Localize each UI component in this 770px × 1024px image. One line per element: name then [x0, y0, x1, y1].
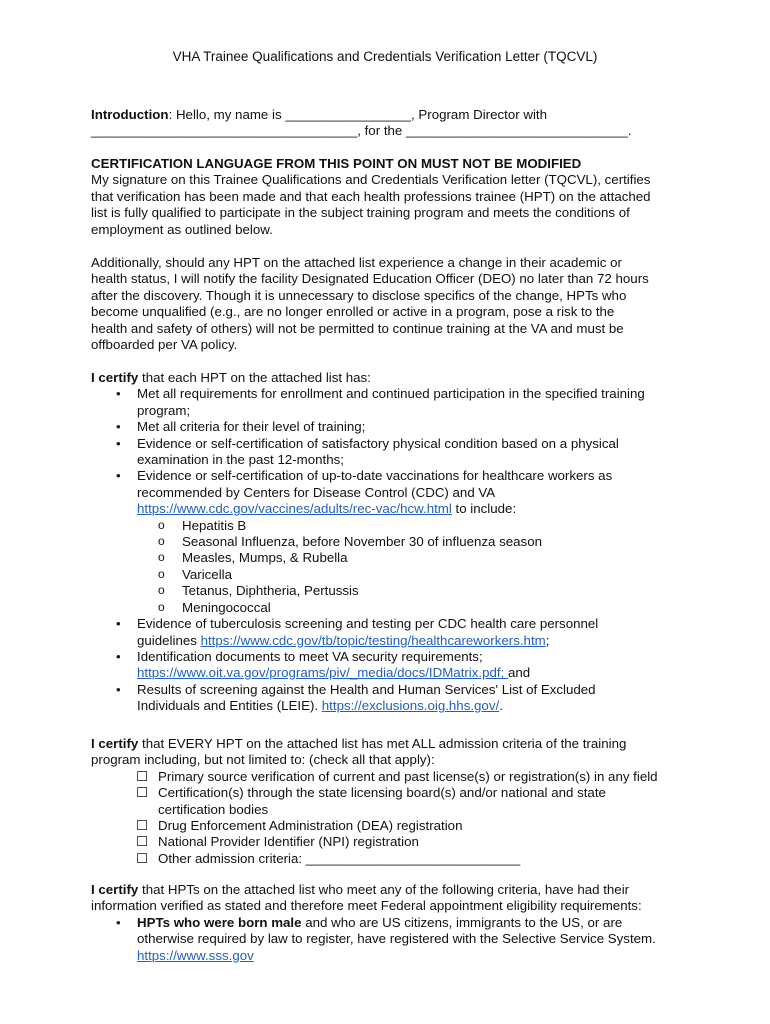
- list-item: • Evidence of tuberculosis screening and testing per CDC health care personnel guidelines https://www.cdc.gov/tb/topic/testing/healthcareworkers.htm;: [91, 616, 686, 649]
- list-item: • Evidence or self-certification of up-to-date vaccinations for healthcare workers as recommended by Centers for Disease Control (CDC) and VA https://www.cdc.gov/vaccines/adults/rec-vac/hcw.html to include:: [91, 468, 686, 517]
- certify-label: I certify: [91, 736, 139, 751]
- introduction-text: : Hello, my name is _________________, Program Director with: [168, 107, 547, 122]
- list-item: • Evidence or self-certification of satisfactory physical condition based on a physical examination in the past 12-months;: [91, 436, 686, 469]
- document-title: VHA Trainee Qualifications and Credentials Verification Letter (TQCVL): [172, 49, 598, 64]
- list-item: o Seasonal Influenza, before November 30 of influenza season: [91, 534, 686, 550]
- certify-admission-section: I certify that EVERY HPT on the attached list has met ALL admission criteria of the training program including, but not limited to: (check all that apply): ☐ Primary source verification of current and past license(s) or registration(s) in any field ☐ Certification(s) through the state licensing board(s) and/or national and state certification bodies ☐ Drug Enforcement Administration (DEA) registration ☐ National Provider Identifier (NPI) registration ☐ Other admission criteria: _____________________________: [91, 736, 686, 867]
- list-item: o Measles, Mumps, & Rubella: [91, 550, 686, 566]
- certify-label: I certify: [91, 370, 139, 385]
- introduction-label: Introduction: [91, 107, 169, 122]
- admission-checklist: [91, 769, 686, 867]
- list-item: • Results of screening against the Health and Human Services' List of Excluded Individuals and Entities (LEIE). https://exclusions.oig.hhs.gov/.: [91, 682, 686, 715]
- va-idmatrix-link[interactable]: https://www.oit.va.gov/programs/piv/_media/docs/IDMatrix.pdf;: [137, 665, 508, 681]
- checkbox-icon[interactable]: ☐: [136, 818, 148, 834]
- requirements-list: [91, 386, 686, 517]
- checkbox-item[interactable]: ☐ Drug Enforcement Administration (DEA) registration: [136, 818, 463, 834]
- leie-exclusions-link[interactable]: https://exclusions.oig.hhs.gov/: [321, 698, 500, 714]
- list-item: o Hepatitis B: [91, 518, 686, 534]
- certify-eligibility-section: I certify that HPTs on the attached list who meet any of the following criteria, have had their information verified as stated and therefore meet Federal appointment eligibility requirements: • HPTs who were born male and who are US citizens, immigrants to the US, or are otherwise required by law to register, have registered with the Selective Service System. https://www.sss.gov: [91, 882, 686, 964]
- checkbox-item[interactable]: ☐ Primary source verification of current and past license(s) or registration(s) in any field: [136, 768, 658, 784]
- cdc-tb-link[interactable]: https://www.cdc.gov/tb/topic/testing/healthcareworkers.htm: [200, 632, 546, 648]
- selective-service-link[interactable]: https://www.sss.gov: [137, 947, 254, 963]
- introduction-line-2: ____________________________________, for the ______________________________.: [91, 123, 632, 138]
- list-item: o Meningococcal: [91, 600, 686, 616]
- list-item: o Tetanus, Diphtheria, Pertussis: [91, 583, 686, 599]
- certify-label: I certify: [91, 882, 139, 897]
- checkbox-item[interactable]: ☐ Certification(s) through the state licensing board(s) and/or national and state certification bodies: [136, 785, 606, 817]
- checkbox-item[interactable]: ☐ National Provider Identifier (NPI) registration: [136, 834, 419, 850]
- checkbox-icon[interactable]: ☐: [136, 768, 148, 784]
- list-item: • HPTs who were born male and who are US citizens, immigrants to the US, or are otherwise required by law to register, have registered with the Selective Service System. https://www.sss.gov: [91, 915, 686, 964]
- list-item: • Met all requirements for enrollment and continued participation in the specified training program;: [91, 386, 686, 419]
- list-item: • Met all criteria for their level of training;: [91, 419, 686, 435]
- requirements-list-continued: [91, 616, 686, 714]
- introduction-line: [91, 107, 686, 123]
- checkbox-item[interactable]: ☐ Other admission criteria: _____________________________: [136, 850, 521, 866]
- eligibility-list: [91, 915, 686, 964]
- vaccine-list: [91, 518, 686, 616]
- checkbox-icon[interactable]: ☐: [136, 850, 148, 866]
- certification-heading: CERTIFICATION LANGUAGE FROM THIS POINT ON MUST NOT BE MODIFIED: [91, 156, 582, 171]
- list-item: • Identification documents to meet VA security requirements; https://www.oit.va.gov/programs/piv/_media/docs/IDMatrix.pdf; and: [91, 649, 686, 682]
- certification-paragraph-2: Additionally, should any HPT on the attached list experience a change in their academic or health status, I will notify the facility Designated Education Officer (DEO) no later than 72 hours after the discovery. Though it is unnecessary to disclose specifics of the change, HPTs who become unqualified (e.g., are no longer enrolled or active in a program, pose a risk to the health and safety of others) will not be permitted to continue training at the VA and must be offboarded per VA policy.: [91, 255, 649, 353]
- certification-paragraph-1: My signature on this Trainee Qualifications and Credentials Verification letter (TQCVL), certifies that verification has been made and that each health professions trainee (HPT) on the attached list is fully qualified to participate in the subject training program and meets the conditions of employment as outlined below.: [91, 172, 651, 237]
- checkbox-icon[interactable]: ☐: [136, 785, 148, 801]
- certification-section: [91, 156, 686, 238]
- cdc-vaccines-link[interactable]: https://www.cdc.gov/vaccines/adults/rec-vac/hcw.html: [137, 501, 452, 517]
- checkbox-icon[interactable]: ☐: [136, 834, 148, 850]
- certify-hpt-section: I certify that each HPT on the attached list has: • Met all requirements for enrollment and continued participation in the specified training program; • Met all criteria for their level of training; • Evidence or self-certification of satisfactory physical condition based on a physical examination in the past 12-months; • Evidence or self-certification of up-to-date vaccinations for healthcare workers as recommended by Centers for Disease Control (CDC) and VA https://www.cdc.gov/vaccines/adults/rec-vac/hcw.html to include: o Hepatitis B o Seasonal Influenza, before November 30 of influenza season o Measles, Mumps, & Rubella o Varicella o Tetanus, Diphtheria, Pertussis o Meningococcal • Evidence of tuberculosis screening and testing per CDC health care personnel guidelines https://www.cdc.gov/tb/topic/testing/healthcareworkers.htm; • Identification documents to meet VA security requirements; https://www.oit.va.gov/programs/piv/_media/docs/IDMatrix.pdf; and • Results of screening against the Health and Human Services' List of Excluded Individuals and Entities (LEIE). https://exclusions.oig.hhs.gov/.: [91, 370, 686, 715]
- list-item: o Varicella: [91, 567, 686, 583]
